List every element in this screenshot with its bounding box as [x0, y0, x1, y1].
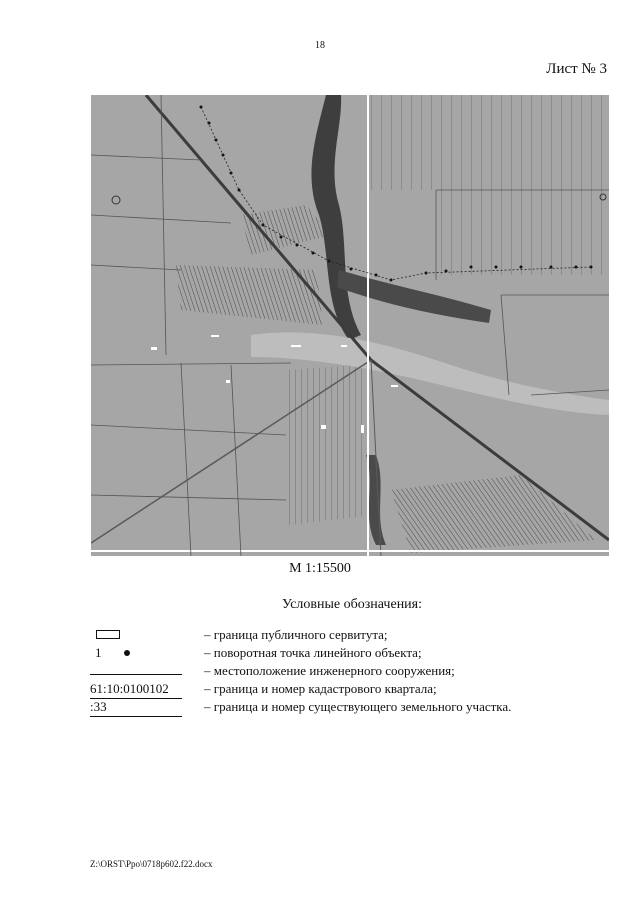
field-strips-top-right [371, 95, 609, 190]
point-dot-icon [124, 650, 130, 656]
cadastral-quarter-number: 61:10:0100102 [90, 681, 182, 699]
cadastral-map [91, 95, 609, 556]
legend [90, 626, 610, 716]
turning-point-symbol [90, 644, 182, 662]
legend-item-land-plot [90, 698, 610, 716]
legend-item-text: – граница и номер существующего земельного участка. [204, 699, 512, 714]
field-strips-right [436, 190, 609, 275]
legend-item-text: – поворотная точка линейного объекта; [204, 645, 422, 660]
file-path: Z:\ORST\Ppo\0718p602.f22.docx [90, 859, 213, 869]
land-plot-number: :33 [90, 699, 182, 717]
point-number: 1 [95, 645, 102, 660]
sheet-label: Лист № 3 [546, 61, 607, 77]
legend-item-text: – граница публичного сервитута; [204, 627, 388, 642]
cadastral-quarter-symbol [90, 680, 182, 698]
legend-item-text: – граница и номер кадастрового квартала; [204, 681, 437, 696]
rectangle-icon [96, 630, 120, 639]
map-svg [91, 95, 609, 556]
legend-item-cadastral-quarter [90, 680, 610, 698]
page-number: 18 [315, 40, 325, 51]
line-icon [90, 674, 182, 675]
land-plot-symbol [90, 698, 182, 716]
garden-plots-center [286, 365, 373, 525]
legend-item-servitude [90, 626, 610, 644]
servitude-boundary-symbol [90, 626, 182, 644]
engineering-structure-symbol [90, 662, 182, 680]
legend-title: Условные обозначения: [281, 597, 423, 612]
legend-item-engineering-structure [90, 662, 610, 680]
map-scale: М 1:15500 [289, 561, 351, 576]
legend-item-turning-point [90, 644, 610, 662]
legend-item-text: – местоположение инженерного сооружения; [204, 663, 455, 678]
